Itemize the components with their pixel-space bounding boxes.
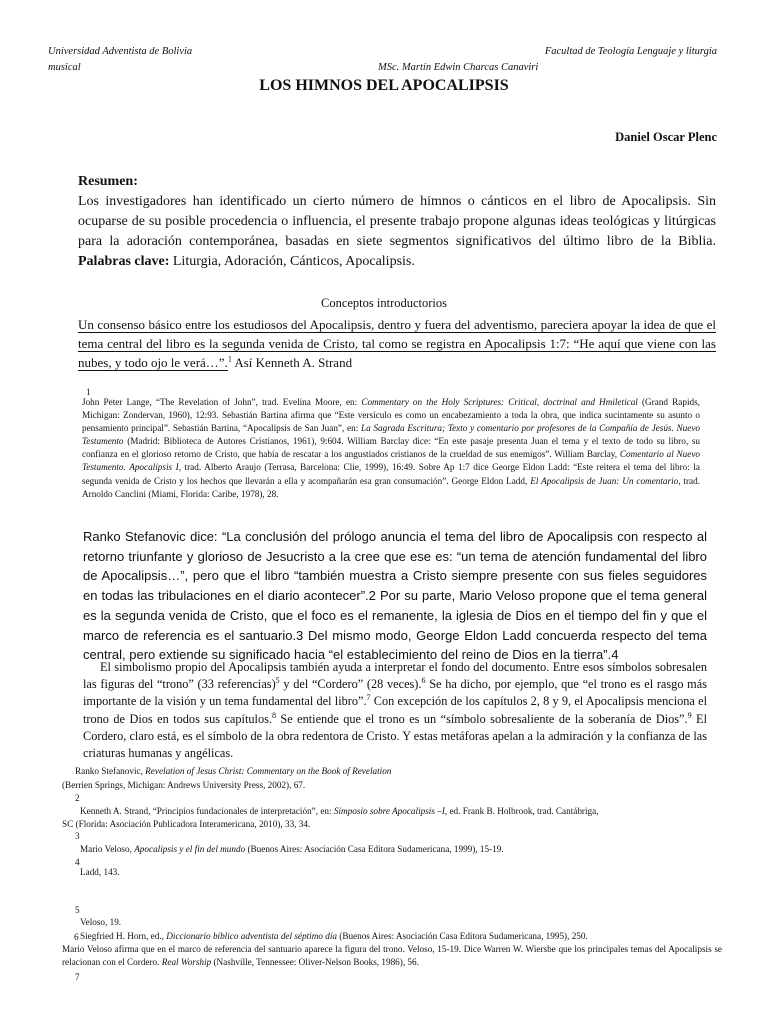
footnote-1-text-c: (Madrid: Biblioteca de Autores Cristianos, 1961), 9:604. William Barclay dice: “En este pasaje presenta Juan el tema y el texto de todo su libro, su confianza en el glorioso retorno de Cristo, que había de rescatar a los angustiados cristianos de la crueldad de sus enemigos”. William Barclay, [82, 436, 700, 460]
footnote-horn [80, 930, 720, 943]
footnote-stefanovic-author: Ranko Stefanovic, [75, 766, 146, 776]
paragraph-stefanovic: Ranko Stefanovic dice: “La conclusión del prólogo anuncia el tema del libro de Apocalipsis con respecto al retorno triunfante y glorioso de Jesucristo a la cree que ese es: “un tema de atención fundamental del libro de Apocalipsis…”, pero que el libro “también muestra a Cristo siempre presente con sus fieles seguidores en todas las tribulaciones en el diario acontecer”.2 Por su parte, Mario Veloso propone que el tema general es la segunda venida de Cristo, que el foco es el remanente, la iglesia de Dios en el tiempo del fin y que el marco de referencia es el santuario.3 Del mismo modo, George Eldon Ladd concuerda respecto del tema central, pero extiende su significado hacia “el establecimiento del reino de Dios en la tierra”.4 [83, 529, 707, 663]
footnote-1-text-b: (Grand Rapids, Michigan: Zondervan, 1960), 12:93. Sebastián Bartina afirma que “Este versículo es como un encabezamiento a toda la obra, que indica sucintamente su asunto o pensamiento principal”. Sebastián Bartina, “Apocalipsis de San Juan”, en: [82, 397, 700, 434]
footnote-1-title-b: La Sagrada Escritura; Texto y comentario por profesores de la Compañía de Jesús. Nuevo Testamento [82, 423, 700, 447]
footnote-ref-8: 8 [271, 710, 276, 720]
keywords: Liturgia, Adoración, Cánticos, Apocalipsis. [172, 254, 415, 269]
header-faculty: Facultad de Teología Lenguaje y liturgia [544, 46, 717, 57]
footnote-1-title-c: Comentario al Nuevo Testamento. Apocalipsis I [82, 449, 701, 473]
footnote-number-6: 6 [74, 932, 79, 942]
footnote-veloso-author: Mario Veloso, [80, 844, 135, 854]
section-heading: Conceptos introductorios [320, 296, 448, 310]
paragraph-symbolism [83, 659, 707, 762]
paragraph-symbolism-text-6: El Cordero, claro está, es el símbolo de la obra redentora de Cristo. Y estas metáforas apelan a la admiración y la confianza de las criaturas humanas y angélicas. [83, 711, 707, 761]
footnote-strand [80, 805, 720, 818]
header-institution: Universidad Adventista de Bolivia [48, 46, 193, 57]
footnote-strand-publisher: SC (Florida: Asociación Publicadora Interamericana, 2010), 33, 34. [62, 819, 311, 829]
footnote-ref-5: 5 [275, 676, 280, 686]
paragraph-intro [78, 315, 716, 372]
footnote-stefanovic-title: Revelation of Jesus Christ: Commentary on the Book of Revelation [145, 766, 392, 776]
footnote-number-2: 2 [75, 793, 80, 803]
footnote-veloso-title: Apocalipsis y el fin del mundo [134, 844, 246, 854]
footnote-number-7: 7 [75, 972, 80, 982]
footnote-ladd: Ladd, 143. [80, 867, 120, 877]
footnote-1 [82, 396, 700, 501]
footnote-horn-title: Diccionario bíblico adventista del séptimo día [166, 931, 337, 941]
abstract-heading: Resumen: [78, 174, 138, 189]
footnote-1-title-a: Commentary on the Holy Scriptures: Critical, doctrinal and Hmiletical [361, 397, 638, 407]
footnote-veloso-19: Veloso, 19. [80, 917, 122, 927]
header-instructor: MSc. Martín Edwin Charcas Canaviri [378, 62, 539, 73]
page-title: LOS HIMNOS DEL APOCALIPSIS [259, 77, 509, 94]
footnote-stefanovic [75, 765, 715, 778]
footnote-veloso [80, 843, 720, 856]
footnote-ref-1: 1 [227, 354, 232, 364]
footnote-veloso-publisher: (Buenos Aires: Asociación Casa Editora Sudamericana, 1999), 15-19. [245, 844, 504, 854]
footnote-horn-comment: Mario Veloso afirma que en el marco de referencia del santuario aparece la figura del trono. Veloso, 15-19. Dice Warren W. Wiersbe que los principales temas del Apocalipsis se relacionan con el Cordero. [62, 944, 722, 968]
footnote-ref-7: 7 [366, 693, 371, 703]
footnote-strand-title: Simposio sobre Apocalipsis –I [333, 806, 445, 816]
footnote-number-5: 5 [75, 905, 80, 915]
paragraph-symbolism-text-1: El simbolismo propio del Apocalipsis también ayuda a interpretar el fondo del documento. Entre esos símbolos sobresalen las figuras del “trono” (33 referencias) [83, 660, 707, 692]
paragraph-intro-tail: Así Kenneth A. Strand [231, 355, 353, 370]
footnote-stefanovic-publisher: (Berrien Springs, Michigan: Andrews University Press, 2002), 67. [62, 780, 306, 790]
keywords-label: Palabras clave: [78, 254, 170, 269]
footnote-strand-editor: , ed. Frank B. Holbrook, trad. Cantábriga, [444, 806, 599, 816]
footnote-horn-publisher: (Buenos Aires: Asociación Casa Editora Sudamericana, 1995), 250. [336, 931, 588, 941]
footnote-1-text-a: John Peter Lange, “The Revelation of John”, trad. Evelina Moore, en: [82, 397, 362, 407]
footnote-wiersbe-publisher: (Nashville, Tennessee: Oliver-Nelson Books, 1986), 56. [211, 957, 419, 968]
footnote-1-text-e: , trad. Arnoldo Canclini (Miami, Florida: Caribe, 1978), 28. [82, 475, 700, 499]
footnote-number-4: 4 [75, 857, 80, 867]
footnote-strand-author: Kenneth A. Strand, “Principios fundacionales de interpretación”, en: [80, 806, 334, 816]
paragraph-symbolism-text-5: Se entiende que el trono es un “símbolo sobresaliente de la soberanía de Dios”. [275, 711, 688, 726]
footnote-horn-author: Siegfried H. Horn, ed., [80, 931, 167, 941]
header-course: musical [48, 62, 81, 73]
footnote-1-text-d: , trad. Alberto Araujo (Terrasa, Barcelona: Clie, 1999), 16:49. Sobre Ap 1:7 dice George Eldon Ladd: “Este reitera el tema del libro: la segunda venida de Cristo y los hechos que llevarán a ella y acompañarán esa gran consumación”. George Eldon Ladd, [82, 462, 700, 486]
author-name: Daniel Oscar Plenc [615, 130, 717, 144]
paragraph-symbolism-text-3: Se ha dicho, por ejemplo, que “el trono es el rasgo más importante de la visión y un tema fundamental del libro”. [83, 677, 707, 709]
footnote-number-1: 1 [86, 387, 91, 397]
abstract-body [78, 192, 716, 272]
footnote-ref-6: 6 [421, 676, 426, 686]
paragraph-intro-text: Un consenso básico entre los estudiosos del Apocalipsis, dentro y fuera del adventismo, pareciera apoyar la idea de que el tema central del libro es la segunda venida de Cristo, tal como se registra en Apocalipsis 1:7: “He aquí que viene con las nubes, y todo ojo le verá…”. [78, 317, 716, 370]
footnote-number-3: 3 [75, 831, 80, 841]
paragraph-symbolism-text-4: Con excepción de los capítulos 2, 8 y 9, el Apocalipsis menciona el trono de Dios en todos sus capítulos. [83, 694, 707, 726]
footnote-horn-continuation [62, 943, 722, 969]
paragraph-symbolism-text-2: y del “Cordero” (28 veces). [279, 677, 422, 692]
footnote-1-title-d: El Apocalipsis de Juan: Un comentario [530, 475, 679, 486]
abstract-text: Los investigadores han identificado un cierto número de himnos o cánticos en el libro de Apocalipsis. Sin ocuparse de su posible procedencia o influencia, el presente trabajo propone algunas ideas teológicas y litúrgicas para la adoración contemporánea, basadas en siete segmentos significativos del último libro de la Biblia. [78, 194, 716, 249]
abstract [78, 172, 716, 272]
footnote-wiersbe-title: Real Worship [161, 957, 212, 968]
footnote-ref-9: 9 [687, 710, 692, 720]
